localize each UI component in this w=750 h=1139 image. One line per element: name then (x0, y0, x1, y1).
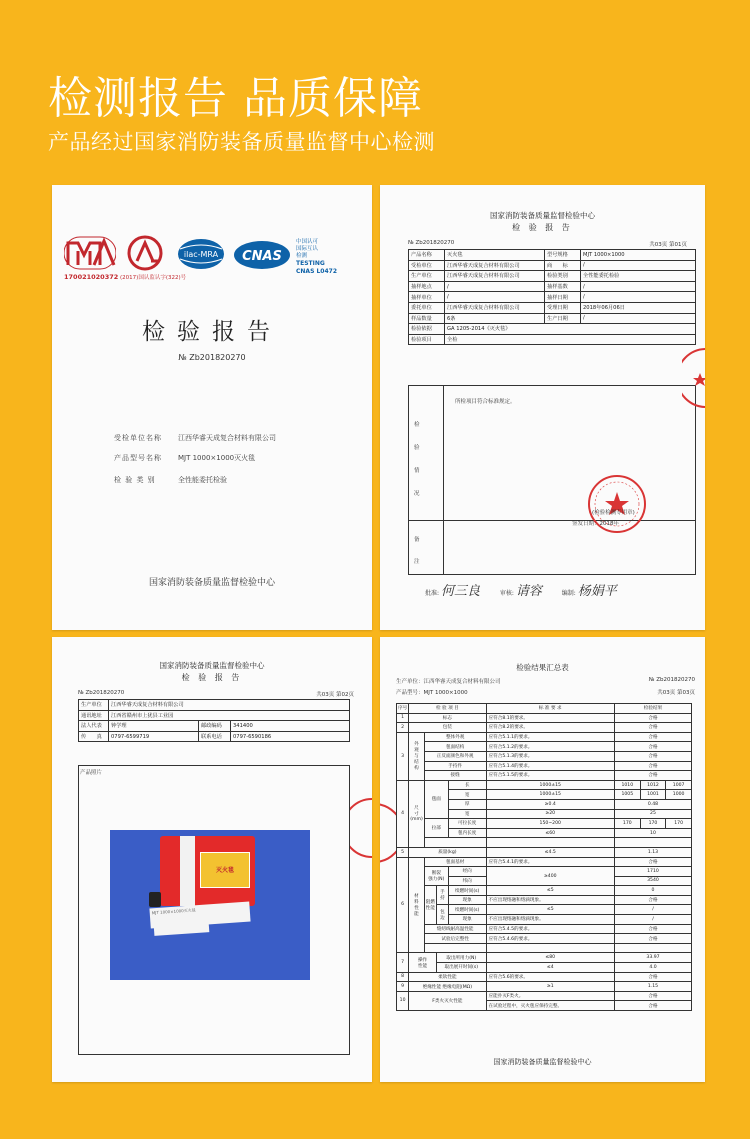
table-row: 拉部 可拉长度 150~200 170 170 170 (397, 819, 692, 829)
issue-date: 签发日期：2018年 (572, 521, 619, 527)
page2-info-table (78, 699, 350, 742)
table-row: 试验后完整性 应符合5.4.6的要求。 合格 (397, 934, 692, 944)
table-row: 宽 ≥20 25 (397, 809, 692, 819)
table-row: 委托单位 江西华睿天成复合材料有限公司 受理日期 2018年06月06日 (409, 302, 696, 313)
table-row: 7 操作 性能 取出所用力(N) ≤80 33.97 (397, 953, 692, 963)
table-row: 纬向 3540 (397, 876, 692, 886)
summary-model: 产品型号：MJT 1000×1000 (396, 690, 468, 696)
photo-label: 产品照片 (80, 770, 103, 776)
table-row: 8 柔软性能 应符合5.6的要求。 合格 (397, 972, 692, 982)
table-row: 阻燃 性能 手 持 续燃时间(s) ≤5 0 (397, 886, 692, 896)
table-row: 抽样单位 / 抽样日期 / (409, 292, 696, 303)
conclusion-label: 检 (414, 422, 420, 428)
page1-report-no: № Zb201820270 (408, 240, 455, 246)
report-page-1-sheet (380, 185, 705, 630)
page1-conclusion-label-col (408, 385, 444, 575)
cover-info-row: 产品型号名称 MJT 1000×1000灭火毯 (114, 454, 256, 462)
table-row: 2 包装 应符合8.2的要求。 合格 (397, 723, 692, 733)
conclusion-label: 验 (414, 445, 420, 451)
table-row: 断裂 强力(N) 经向 ≥400 1710 (397, 867, 692, 877)
table-row: 取出展开时间(s) ≤4 4.0 (397, 963, 692, 973)
table-row: 6 材 料 性 能 毯面基材 应符合5.4.1的要求。 合格 (397, 857, 692, 867)
summary-title: 检验结果汇总表 (516, 663, 569, 672)
table-row: 手持件 应符合5.1.4的要求。 合格 (397, 761, 692, 771)
report-cover-sheet (52, 185, 372, 630)
table-row: 现象 不应出现熔融和熔滴现象。 合格 (397, 895, 692, 905)
table-row: 毯内长度 ≤60 10 (397, 828, 692, 838)
table-row: 10 F类火灭火性能 应能扑灭F类火。 合格 (397, 991, 692, 1001)
product-card: MJT 1000×1000灭火毯 (149, 902, 250, 929)
table-row: 在试验过程中，灭火毯应保持完整。 合格 (397, 1001, 692, 1011)
cover-info-row: 受检单位名称 江西华睿天成复合材料有限公司 (114, 434, 276, 442)
cma-code-text: 170021020372 (2017)国认监认字(322)号 (64, 273, 187, 281)
table-row: 检验依据 GA 1205-2014《灭火毯》 (409, 324, 696, 335)
table-row: 生产单位 江西华睿天成复合材料有限公司 (79, 700, 350, 711)
cover-title: 检验报告 (142, 319, 282, 345)
table-row: 序号 检 验 项 目 标 准 要 求 检验结果 (397, 704, 692, 714)
page-subtitle: 产品经过国家消防装备质量监督中心检测 (48, 130, 435, 154)
certification-logos (64, 235, 364, 285)
table-row: 生产单位 江西华睿天成复合材料有限公司 检验类别 全性能委托检验 (409, 271, 696, 282)
pouch-label-band: 灭火毯 (200, 852, 250, 888)
table-row: 产品名称 灭火毯 型号规格 MJT 1000×1000 (409, 250, 696, 261)
page2-page-no: 共03页 第02页 (316, 692, 354, 698)
table-row: 接缝 应符合5.1.5的要求。 合格 (397, 771, 692, 781)
editor-signature: 杨娟平 (577, 584, 617, 599)
edge-seal-icon (380, 802, 396, 864)
seal-caption: (检验检测专用章) (592, 510, 635, 516)
svg-text:ilac-MRA: ilac-MRA (183, 250, 219, 259)
report-page-2-sheet (52, 637, 372, 1082)
table-row: 通讯地址 江西省赣州市上犹县工业园 (79, 710, 350, 721)
remark-label: 备 (414, 537, 420, 543)
page1-info-table (408, 249, 696, 345)
page2-report-no: № Zb201820270 (78, 690, 125, 696)
cover-report-no: № Zb201820270 (178, 353, 246, 362)
table-row: 3 外 观 与 结 构 整体外观 应符合5.1.1的要求。 合格 (397, 732, 692, 742)
signature-row: 批准: 何三良 审核: 请容 编制: 杨娟平 (425, 584, 617, 599)
table-row: 宽 1000±15 1005 1001 1000 (397, 790, 692, 800)
table-row: 传 真 0797-6599719 联系电话 0797-6590186 (79, 731, 350, 742)
cal-logo-icon (122, 235, 168, 271)
table-row: 抽样地点 / 抽样基数 / (409, 281, 696, 292)
conclusion-label: 况 (414, 491, 420, 497)
results-summary-sheet (380, 637, 705, 1082)
remark-label: 注 (414, 559, 420, 565)
conclusion-label: 情 (414, 468, 420, 474)
table-row (397, 943, 692, 953)
table-row: 法人代表 钟学理 邮政编码 341400 (79, 721, 350, 732)
table-row: 样品数量 6条 生产日期 / (409, 313, 696, 324)
summary-page-no: 共03页 第03页 (657, 690, 695, 696)
conclusion-text: 所检项目符合标准规定。 (455, 399, 516, 405)
cover-center-name: 国家消防装备质量监督检验中心 (148, 578, 275, 588)
ilac-mra-logo-icon (176, 237, 226, 271)
edge-seal-icon (682, 347, 705, 409)
summary-producer: 生产单位：江西华睿天成复合材料有限公司 (396, 679, 501, 685)
summary-report-no: № Zb201820270 (648, 677, 695, 683)
summary-footer: 国家消防装备质量监督检验中心 (493, 1058, 592, 1066)
page-title: 检测报告 品质保障 (48, 73, 423, 124)
svg-text:CNAS: CNAS (242, 249, 282, 264)
table-row: 受检单位 江西华睿天成复合材料有限公司 商 标 / (409, 260, 696, 271)
results-table (396, 703, 692, 1011)
table-row: 现象 不应出现熔融和熔滴现象。 / (397, 915, 692, 925)
cnas-logo-icon (232, 239, 292, 271)
table-row: 9 绝缘性能 绝缘电阻(MΩ) ≥1 1.15 (397, 982, 692, 992)
table-row: 缝纫线耐高温性能 应符合5.4.5的要求。 合格 (397, 924, 692, 934)
pouch-stripe (180, 836, 195, 906)
table-row (397, 838, 692, 848)
cma-logo-icon (64, 235, 116, 271)
table-row: 1 标志 应符合8.1的要求。 合格 (397, 713, 692, 723)
page1-remark-divider (408, 520, 696, 521)
page2-title: 检 验 报 告 (181, 673, 243, 682)
table-row: 5 质量(kg) ≤4.5 1.13 (397, 847, 692, 857)
edge-seal-icon (350, 797, 372, 859)
table-row: 检验项目 全检 (409, 334, 696, 345)
page1-title: 检 验 报 告 (512, 223, 573, 232)
cnas-side-text: 中国认可 国际互认 检测 TESTING CNAS L0472 (296, 239, 338, 275)
cover-info-row: 检 验 类 别 全性能委托检验 (114, 476, 227, 484)
page2-org: 国家消防装备质量监督检验中心 (159, 661, 265, 670)
table-row: 厚 ≥0.4 0.48 (397, 799, 692, 809)
approver-signature: 何三良 (440, 584, 480, 599)
table-row: 4 尺 寸 (mm) 毯面 长 1000±15 1010 1012 1007 (397, 780, 692, 790)
reviewer-signature: 请容 (515, 584, 542, 599)
page1-page-no: 共03页 第01页 (649, 242, 687, 248)
table-row: 毯面结构 应符合5.1.2的要求。 合格 (397, 742, 692, 752)
table-row: 包 边 续燃时间(s) ≤5 / (397, 905, 692, 915)
page1-conclusion-box (408, 385, 696, 575)
pouch-pull-tab (149, 892, 161, 907)
page1-org: 国家消防装备质量监督检验中心 (490, 211, 595, 220)
table-row: 正反面颜色和外观 应符合5.1.3的要求。 合格 (397, 751, 692, 761)
